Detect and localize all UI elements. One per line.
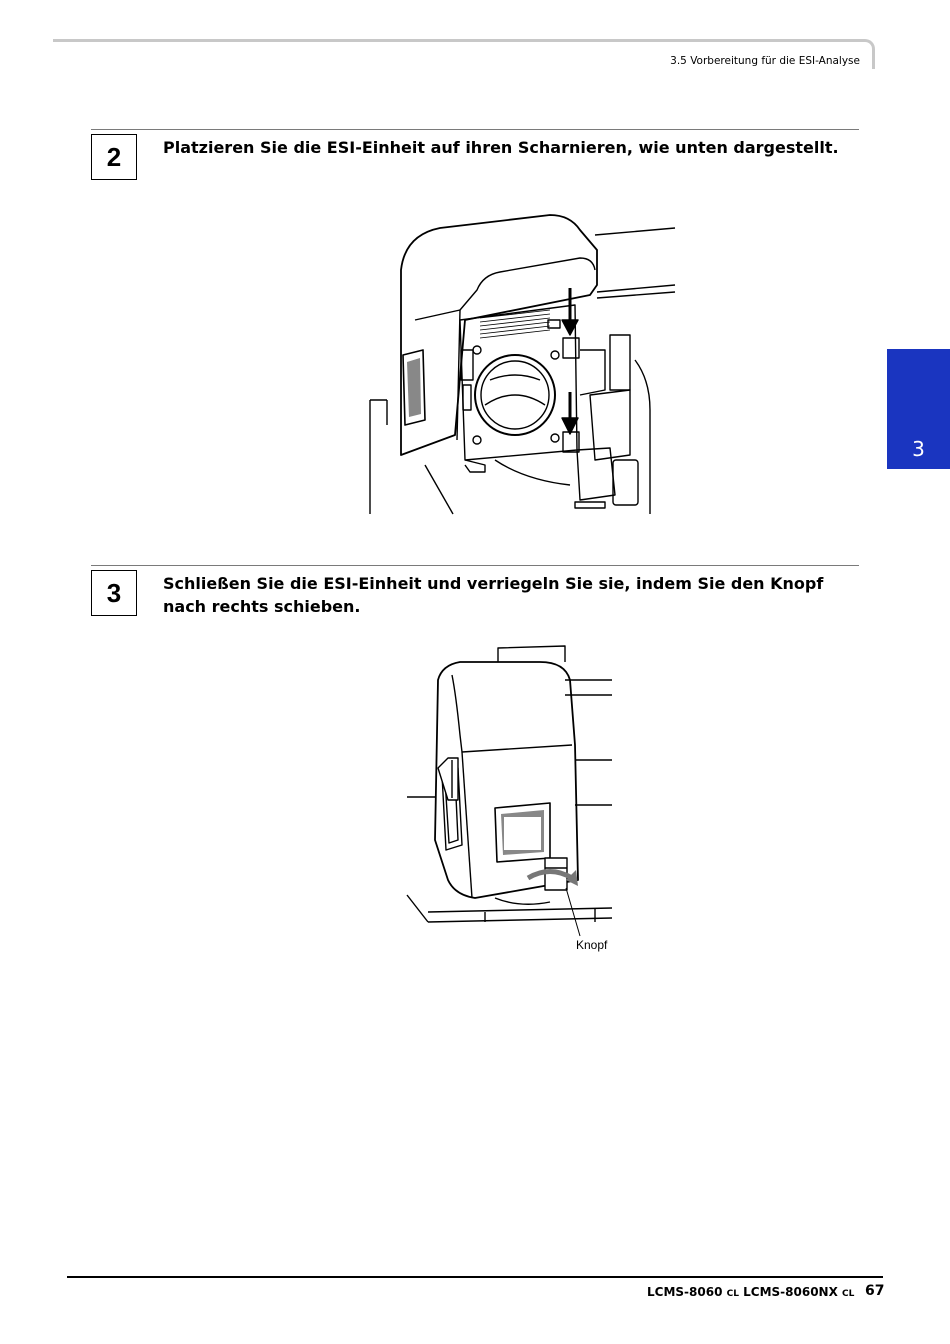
footer-product-names [647, 1285, 854, 1299]
knob-callout-label: Knopf [576, 938, 608, 952]
product-model: LCMS-8060NX [743, 1285, 838, 1299]
step-number-box [91, 570, 137, 616]
esi-unit-open-illustration [365, 210, 680, 520]
running-header: 3.5 Vorbereitung für die ESI-Analyse [670, 55, 860, 67]
footer-rule [67, 1276, 883, 1278]
step-divider [91, 565, 859, 566]
step-divider [91, 129, 859, 130]
step-number: 3 [106, 577, 122, 608]
chapter-tab-number: 3 [912, 437, 925, 461]
step-instruction: Schließen Sie die ESI-Einheit und verriegeln Sie sie, indem Sie den Knopf nach rechts schieben. [163, 574, 824, 616]
step-number-box [91, 134, 137, 180]
step-instruction: Platzieren Sie die ESI-Einheit auf ihren Scharnieren, wie unten dargestellt. [163, 138, 839, 157]
esi-unit-closed-illustration [400, 640, 615, 940]
chapter-tab[interactable] [887, 349, 950, 469]
step-number: 2 [106, 141, 122, 172]
page-number: 67 [865, 1283, 885, 1299]
product-suffix: CL [842, 1289, 855, 1299]
product-model: LCMS-8060 [647, 1285, 723, 1299]
product-suffix: CL [726, 1289, 739, 1299]
